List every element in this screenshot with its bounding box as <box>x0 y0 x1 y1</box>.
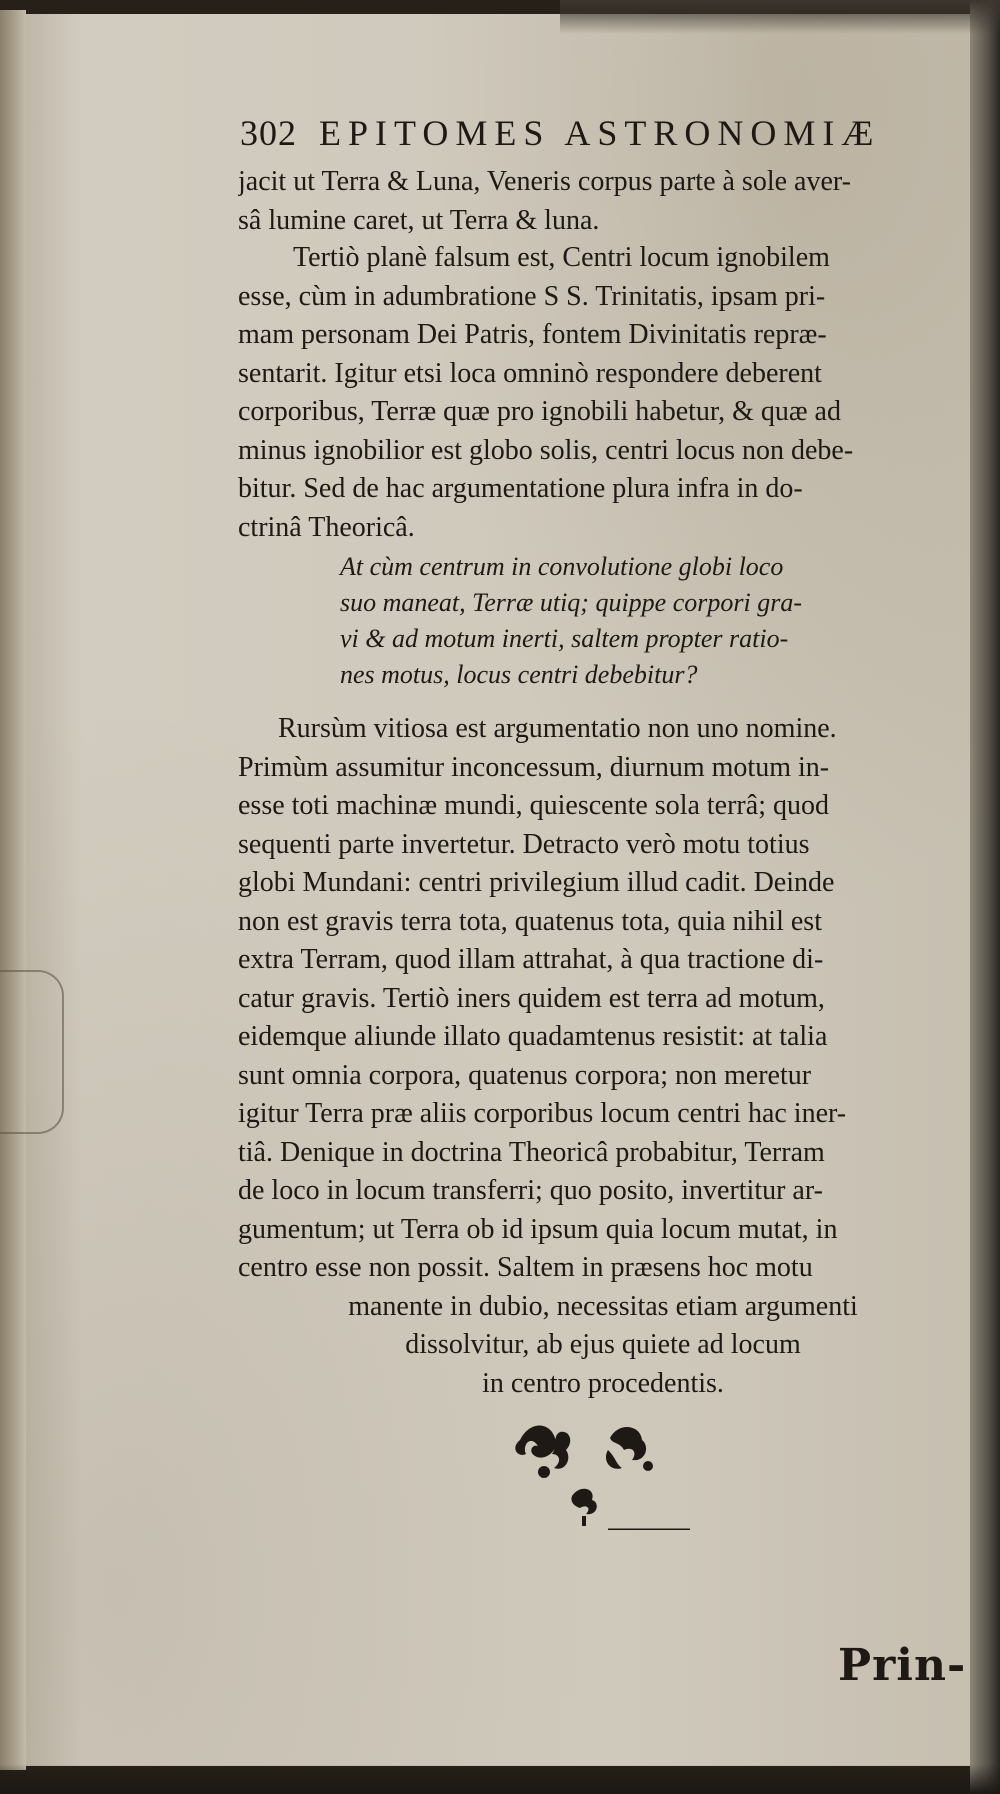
text-line: extra Terram, quod illam attrahat, à qua tractione di- <box>238 944 824 975</box>
text-line: ctrinâ Theoricâ. <box>238 511 415 543</box>
quote-line: vi & ad motum inerti, saltem propter ratio- <box>340 624 789 653</box>
text-line: minus ignobilior est globo solis, centri locus non debe- <box>238 434 854 466</box>
catchword: Prin- <box>838 1640 967 1691</box>
binding-edge <box>0 10 26 1770</box>
text-line: esse, cùm in adumbratione S S. Trinitatis, ipsam pri- <box>238 280 826 312</box>
italic-objection <box>340 549 920 693</box>
text-line: sâ lumine caret, ut Terra & luna. <box>238 204 600 236</box>
text-line: de loco in locum transferri; quo posito, invertitur ar- <box>238 1175 823 1206</box>
page-tab-shadow <box>0 970 64 1134</box>
running-head: EPITOMES ASTRONOMIÆ <box>319 113 881 153</box>
text-line: eidemque aliunde illato quadamtenus resistit: at talia <box>238 1021 828 1052</box>
text-line: esse toti machinæ mundi, quiescente sola terrâ; quod <box>238 790 829 821</box>
paragraph-3 <box>238 710 968 1403</box>
text-line: Tertiò planè falsum est, Centri locum ignobilem <box>293 242 830 273</box>
text-line: Primùm assumitur inconcessum, diurnum motum in- <box>238 751 830 783</box>
text-line: jacit ut Terra & Luna, Veneris corpus parte à sole aver- <box>238 166 851 197</box>
text-line: igitur Terra præ aliis corporibus locum centri hac iner- <box>238 1098 847 1129</box>
text-line: Rursùm vitiosa est argumentatio non uno nomine. <box>278 713 837 744</box>
quote-line: suo maneat, Terræ utiq; quippe corpori gra- <box>340 588 802 617</box>
text-line: globi Mundani: centri privilegium illud cadit. Deinde <box>238 867 835 898</box>
text-line: centro esse non possit. Saltem in præsens hoc motu <box>238 1252 813 1283</box>
text-line: corporibus, Terræ quæ pro ignobili habetur, & quæ ad <box>238 396 841 427</box>
text-line: dissolvitur, ab ejus quiete ad locum <box>405 1329 801 1360</box>
text-line: catur gravis. Tertiò iners quidem est terra ad motum, <box>238 982 825 1014</box>
text-line: mam personam Dei Patris, fontem Divinitatis repræ- <box>238 319 827 350</box>
top-shadow <box>560 0 1000 34</box>
text-line: bitur. Sed de hac argumentatione plura infra in do- <box>238 473 803 504</box>
fleuron-ornament-icon <box>500 1410 700 1530</box>
page-stack-edge <box>970 0 1000 1794</box>
text-line: sentarit. Igitur etsi loca omninò respondere deberent <box>238 357 822 389</box>
quote-line: At cùm centrum in convolutione globi loco <box>340 552 784 581</box>
paragraph-1 <box>238 163 968 240</box>
text-line: non est gravis terra tota, quatenus tota, quia nihil est <box>238 905 822 937</box>
text-line: tiâ. Denique in doctrina Theoricâ probabitur, Terram <box>238 1136 825 1168</box>
page-number: 302 <box>240 113 297 153</box>
text-line: in centro procedentis. <box>482 1367 724 1399</box>
text-line: sequenti parte invertetur. Detracto verò motu totius <box>238 828 810 860</box>
bottom-shadow <box>0 1764 1000 1794</box>
quote-line: nes motus, locus centri debebitur? <box>340 660 698 689</box>
paragraph-2 <box>238 239 968 547</box>
text-line: manente in dubio, necessitas etiam argumenti <box>348 1290 858 1322</box>
page-header <box>240 112 940 164</box>
text-line: gumentum; ut Terra ob id ipsum quia locum mutat, in <box>238 1213 838 1245</box>
text-line: sunt omnia corpora, quatenus corpora; non meretur <box>238 1059 812 1091</box>
